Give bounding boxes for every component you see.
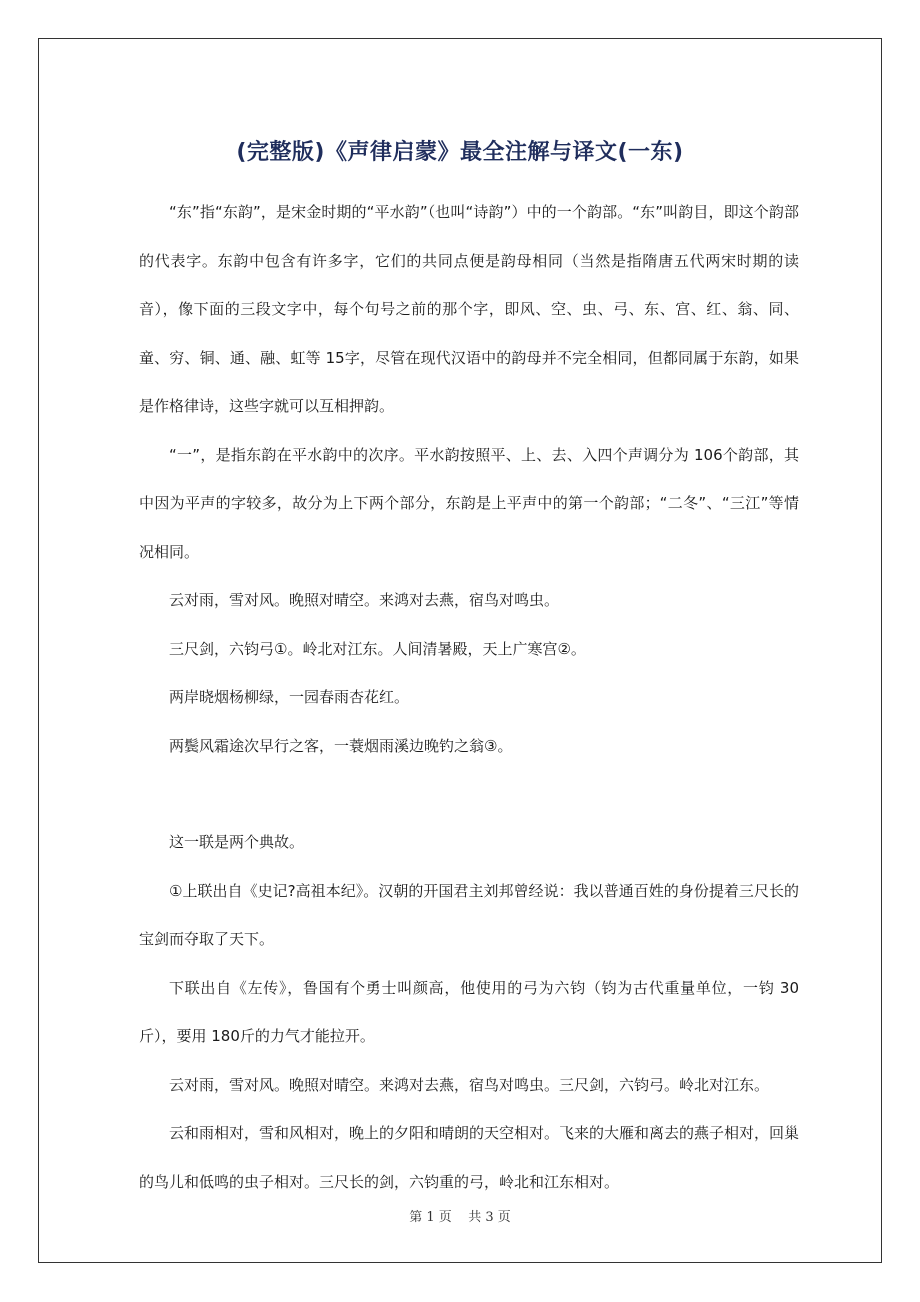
verse-line-1: 云对雨，雪对风。晚照对晴空。来鸿对去燕，宿鸟对鸣虫。 (169, 591, 560, 609)
document-title: (完整版)《声律启蒙》最全注解与译文(一东) (236, 139, 684, 165)
paragraph-yi-order: “一”，是指东韵在平水韵中的次序。平水韵按照平、上、去、入四个声调分为 106个韵部，其中因为平声的字较多，故分为上下两个部分，东韵是上平声中的第一个韵部；“二冬”、“三江”等情况相同。 (139, 445, 799, 561)
verse-line-2: 三尺剑，六钧弓①。岭北对江东。人间清暑殿，天上广寒宫②。 (169, 639, 586, 658)
paragraph-dong-rhyme: “东”指“东韵”，是宋金时期的“平水韵”（也叫“诗韵”）中的一个韵部。“东”叫韵目，即这个韵部的代表字。东韵中包含有许多字，它们的共同点便是韵母相同（当然是指隋唐五代两宋时期的读音），像下面的三段文字中，每个句号之前的那个字，即风、空、虫、弓、东、宫、红、翁、同、童、穷、铜、通、融、虹等 15字，尽管在现代汉语中的韵母并不完全相同，但都同属于东韵，如果是作格律诗，这些字就可以互相押韵。 (139, 203, 799, 415)
document-body (139, 188, 799, 1206)
verse-line-4: 两鬓风霜途次早行之客，一蓑烟雨溪边晚钓之翁③。 (169, 736, 513, 755)
verse-line-3: 两岸晓烟杨柳绿，一园春雨杏花红。 (169, 688, 410, 706)
translation-paragraph: 云和雨相对，雪和风相对，晚上的夕阳和晴朗的天空相对。飞来的大雁和离去的燕子相对，回巢的鸟儿和低鸣的虫子相对。三尺长的剑，六钧重的弓，岭北和江东相对。 (139, 1124, 800, 1191)
note-1-lower-couplet: 下联出自《左传》，鲁国有个勇士叫颜高，他使用的弓为六钧（钧为古代重量单位，一钧 30斤），要用 180斤的力气才能拉开。 (139, 978, 799, 1045)
note-intro: 这一联是两个典故。 (169, 833, 305, 851)
note-1-upper-couplet: ①上联出自《史记?高祖本纪》。汉朝的开国君主刘邦曾经说：我以普通百姓的身份提着三尺长的宝剑而夺取了天下。 (139, 881, 799, 948)
verse-repeat: 云对雨，雪对风。晚照对晴空。来鸿对去燕，宿鸟对鸣虫。三尺剑，六钧弓。岭北对江东。 (169, 1075, 770, 1094)
blank-line (139, 770, 799, 818)
page-number-footer: 第 1 页 共 3 页 (409, 1210, 511, 1225)
